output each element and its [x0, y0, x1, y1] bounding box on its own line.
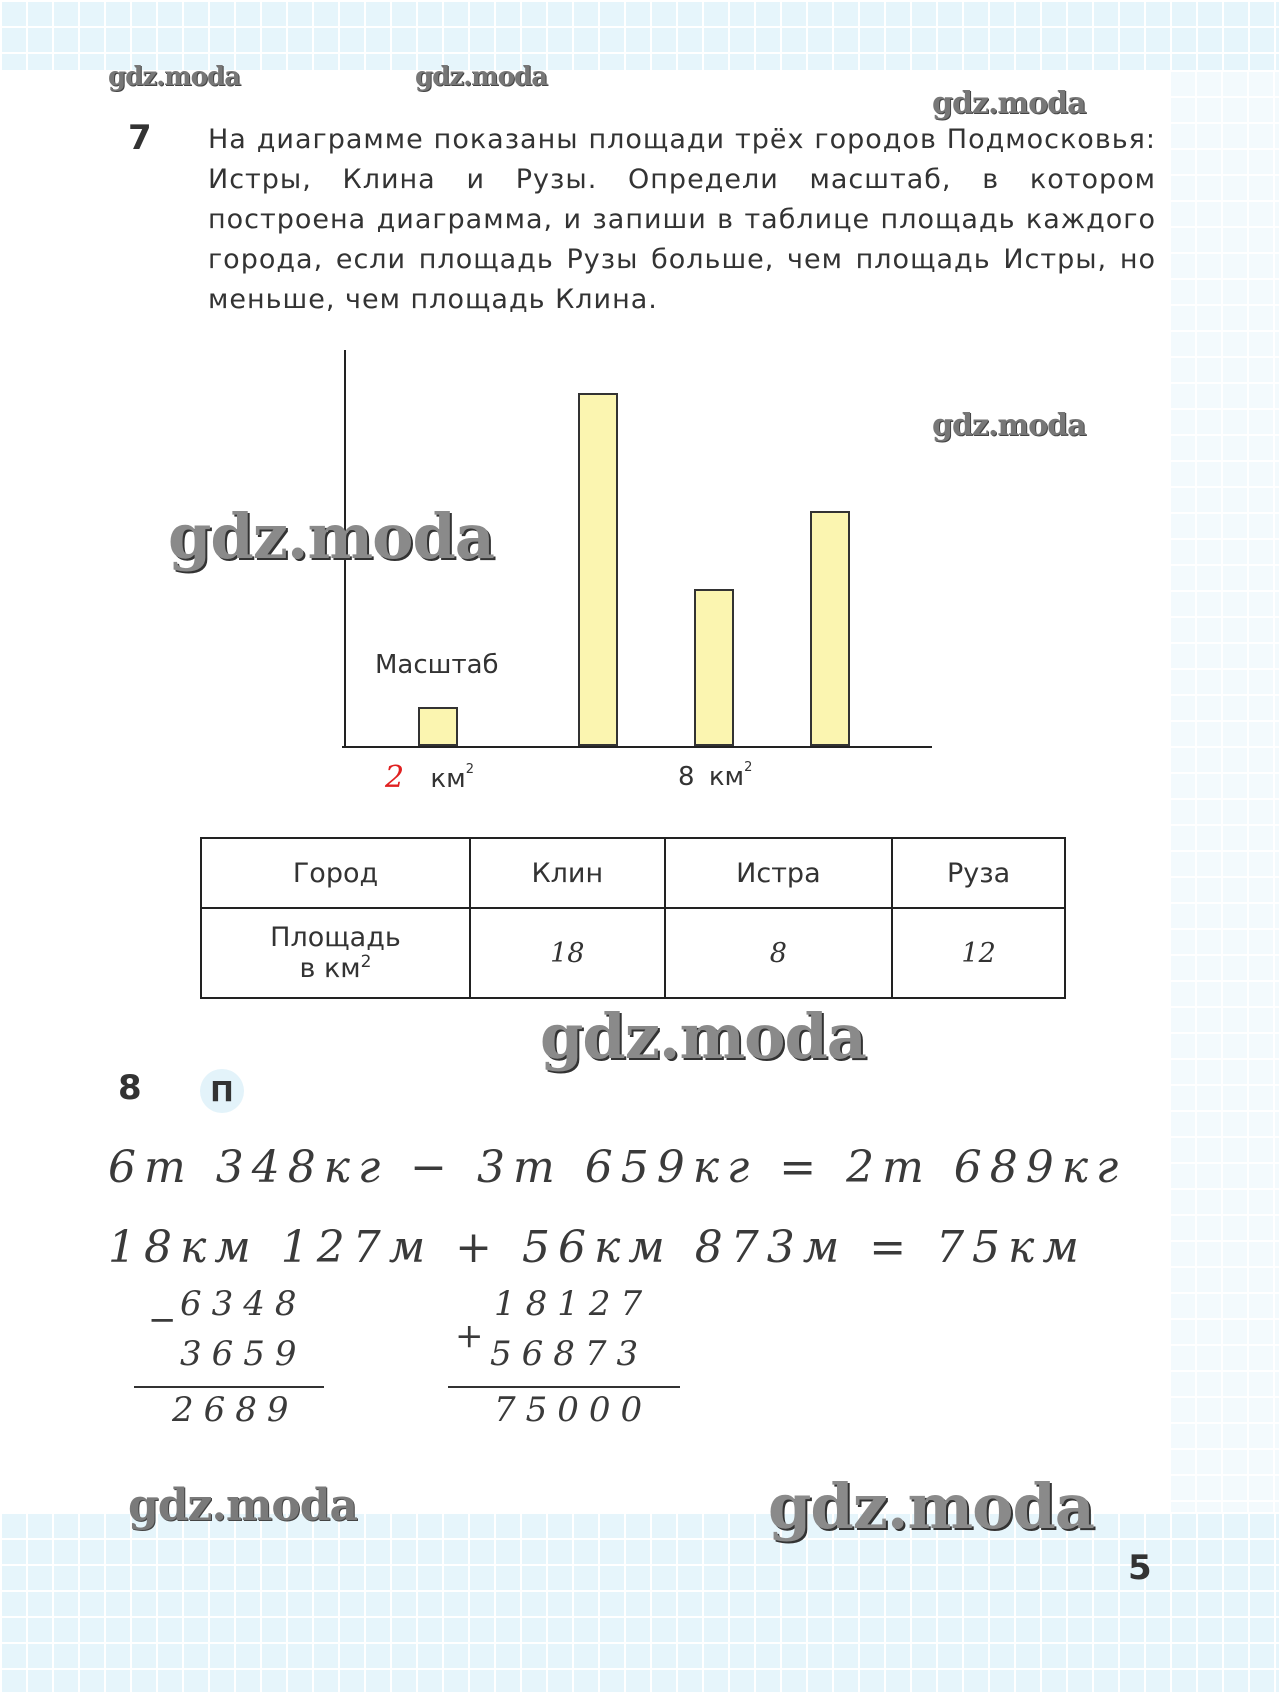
sub-rule [134, 1386, 324, 1388]
add-result: 75000 [494, 1390, 653, 1430]
area-value-klin: 18 [470, 908, 665, 998]
watermark: gdz.moda [415, 62, 548, 92]
table-header-cell: Истра [665, 838, 893, 908]
area-value-istra: 8 [665, 908, 893, 998]
unit-sup: 2 [744, 760, 753, 775]
add-addend-1: 18127 [494, 1284, 653, 1324]
sub-result: 2689 [172, 1390, 299, 1430]
watermark: gdz.moda [540, 1000, 866, 1073]
table-header-cell: Клин [470, 838, 665, 908]
table-header-cell: Город [201, 838, 470, 908]
unit-sup: 2 [465, 762, 474, 777]
row-label: Площадь [270, 922, 401, 953]
sub-minuend: 6348 [180, 1284, 307, 1324]
eight-tick-label [678, 762, 752, 792]
area-table [200, 837, 1066, 999]
table-row [201, 908, 1065, 998]
bar-scale [418, 707, 458, 746]
x-axis [342, 746, 932, 748]
scale-tick-label [385, 760, 474, 795]
table-row [201, 838, 1065, 908]
unit: км [708, 762, 745, 792]
add-rule [448, 1386, 680, 1388]
top-decor-band [0, 0, 1279, 70]
scale-answer: 2 [385, 760, 405, 795]
task-number: 7 [128, 118, 152, 158]
bar-ruza [810, 511, 850, 746]
area-value-ruza: 12 [892, 908, 1065, 998]
watermark: gdz.moda [768, 1470, 1094, 1543]
watermark: gdz.moda [108, 62, 241, 92]
scale-label: Масштаб [375, 650, 499, 680]
add-addend-2: 56873 [490, 1334, 649, 1374]
unit: км [430, 764, 466, 794]
row-label-unit: в км [299, 953, 361, 984]
page-number: 5 [1128, 1548, 1152, 1588]
task-badge: П [200, 1069, 244, 1113]
sub-sign: − [148, 1300, 187, 1340]
watermark: gdz.moda [168, 500, 494, 573]
add-sign: + [455, 1316, 494, 1356]
task-text: На диаграмме показаны площади трёх городов Подмосковья: Истры, Клина и Рузы. Определи масштаб, в котором построена диаграмма, и запиши в таблице площадь каждого города, если площадь Рузы больше, чем площадь Истры, но меньше, чем площадь Клина. [208, 124, 1156, 315]
watermark: gdz.moda [128, 1480, 358, 1531]
equation-2: 18км 127м + 56км 873м = 75км [108, 1222, 1087, 1273]
equation-1: 6т 348кг − 3т 659кг = 2т 689кг [108, 1142, 1127, 1193]
bar-klin [578, 393, 618, 746]
tick-value: 8 [678, 762, 695, 792]
task-number: 8 [118, 1068, 142, 1108]
right-decor-band [1169, 70, 1279, 1512]
bar-istra [694, 589, 734, 746]
table-header-cell: Руза [892, 838, 1065, 908]
sub-subtrahend: 3659 [180, 1334, 307, 1374]
watermark: gdz.moda [932, 408, 1086, 443]
row-label-sup: 2 [360, 952, 372, 972]
row-label-cell [201, 908, 470, 998]
watermark: gdz.moda [932, 86, 1086, 121]
